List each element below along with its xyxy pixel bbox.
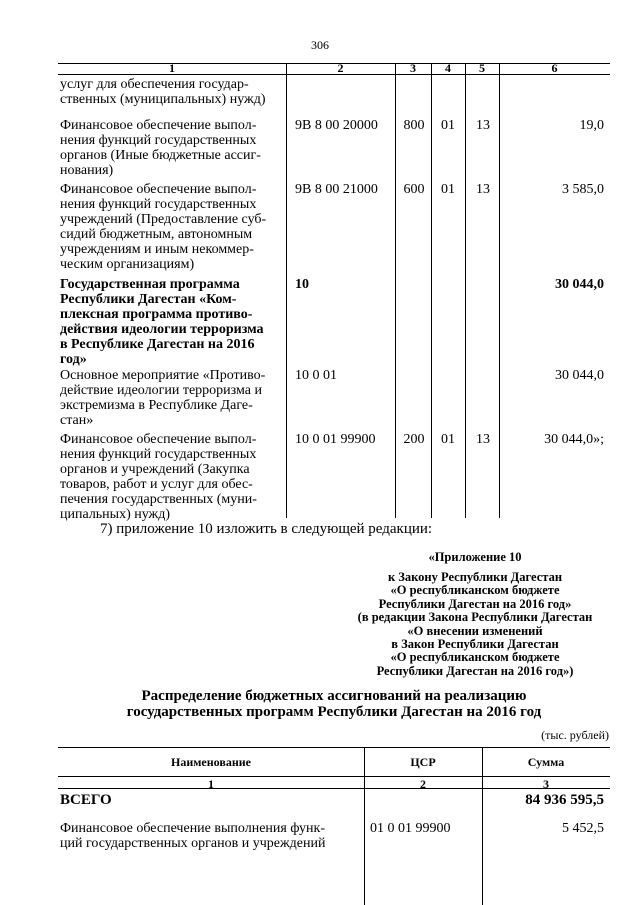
col-header-name: Наименование (171, 755, 251, 769)
name-line: Республики Дагестан «Ком- (60, 292, 237, 307)
name-line: Финансовое обеспечение выпол- (60, 432, 257, 447)
row-name (60, 277, 284, 367)
name-line: год» (60, 352, 87, 367)
name-line: печения государственных (муни- (60, 492, 257, 507)
name-line: действие идеологии терроризма и (60, 383, 262, 398)
title-line: Распределение бюджетных ассигнований на реализацию (141, 688, 527, 704)
col-header-2: 2 (337, 61, 344, 75)
name-line: нения функций государственных (60, 197, 257, 212)
name-line: экстремизма в Республике Даге- (60, 398, 253, 413)
row-name (60, 77, 284, 107)
row-sum: 30 044,0 (555, 368, 604, 383)
name-line: нения функций государственных (60, 133, 257, 148)
col-header-4: 4 (445, 61, 451, 75)
annex-heading-line: «Приложение 10 (428, 550, 522, 564)
annex-line: в Закон Республики Дагестан (391, 637, 559, 652)
total-sum: 84 936 595,5 (525, 792, 604, 808)
name-line: стан» (60, 413, 94, 428)
name-line: сидий бюджетным, автономным (60, 227, 253, 242)
name-line: нения функций государственных (60, 447, 257, 462)
name-line: плексная программа противо- (60, 307, 253, 322)
name-line: Финансовое обеспечение выполнения функ- (60, 821, 326, 836)
col-number-1: 1 (208, 777, 214, 791)
annex-line: Республики Дагестан на 2016 год») (376, 663, 574, 678)
row-sum: 30 044,0 (555, 277, 604, 292)
row-vr: 200 (403, 432, 425, 447)
annex-line: «О внесении изменений (407, 623, 543, 638)
col-header-3: 3 (410, 61, 416, 75)
row-vr: 800 (403, 118, 425, 133)
row-name (60, 182, 284, 272)
col-header-sum: Сумма (527, 755, 565, 769)
table-row-csr: 01 0 01 99900 (370, 821, 451, 836)
instruction-text: 7) приложение 10 изложить в следующей редакции: (100, 521, 433, 537)
name-line: Финансовое обеспечение выпол- (60, 182, 257, 197)
col-header-csr: ЦСР (410, 755, 436, 769)
row-pr: 13 (476, 432, 490, 447)
section-title (58, 688, 610, 720)
col-header-6: 6 (551, 61, 558, 75)
name-line: ципальных) нужд) (60, 507, 171, 522)
name-line: Основное мероприятие «Противо- (60, 368, 266, 383)
row-rz: 01 (441, 432, 455, 447)
col-number-2: 2 (420, 777, 426, 791)
name-line: услуг для обеспечения государ- (60, 77, 249, 92)
name-line: органов и учреждений (Закупка (60, 462, 250, 477)
name-line: органов (Иные бюджетные ассиг- (60, 148, 261, 163)
name-line: действия идеологии терроризма (60, 322, 264, 337)
title-line: государственных программ Республики Дагестан на 2016 год (126, 704, 542, 720)
row-name (60, 432, 284, 522)
program-allocation-table (58, 747, 610, 905)
annex-line: Республики Дагестан на 2016 год» (378, 596, 572, 611)
annex-heading (340, 551, 610, 564)
row-sum: 19,0 (579, 118, 604, 133)
name-line: Финансовое обеспечение выпол- (60, 118, 257, 133)
annex-line: «О республиканском бюджете (390, 650, 560, 665)
row-csr: 10 0 01 (295, 368, 337, 383)
annex-reference (340, 571, 610, 678)
page-number: 306 (311, 38, 329, 52)
row-csr: 10 (295, 277, 309, 292)
col-header-5: 5 (479, 61, 485, 75)
table-row-name (60, 821, 360, 851)
row-csr: 10 0 01 99900 (295, 432, 376, 447)
row-rz: 01 (441, 118, 455, 133)
name-line: Государственная программа (60, 277, 240, 292)
col-header-1: 1 (169, 61, 175, 75)
name-line: ственных (муниципальных) нужд) (60, 92, 266, 107)
name-line: товаров, работ и услуг для обес- (60, 477, 253, 492)
row-name (60, 118, 284, 178)
unit-label: (тыс. рублей) (541, 728, 609, 742)
name-line: ческим организациям) (60, 257, 195, 272)
row-sum: 3 585,0 (562, 182, 604, 197)
budget-table-continued (58, 61, 610, 522)
row-vr: 600 (403, 182, 425, 197)
name-line: ций государственных органов и учреждений (60, 836, 326, 851)
name-line: в Республике Дагестан на 2016 (60, 337, 255, 352)
row-name (60, 368, 284, 428)
name-line: учреждений (Предоставление суб- (60, 212, 267, 227)
row-rz: 01 (441, 182, 455, 197)
annex-line: «О республиканском бюджете (390, 583, 560, 598)
name-line: нования) (60, 163, 114, 178)
col-number-3: 3 (543, 777, 549, 791)
total-label: ВСЕГО (60, 792, 112, 808)
name-line: учреждениям и иным некоммер- (60, 242, 254, 257)
annex-line: (в редакции Закона Республики Дагестан (357, 610, 593, 625)
row-csr: 9В 8 00 21000 (295, 182, 378, 197)
table-row-sum: 5 452,5 (562, 821, 604, 836)
row-csr: 9В 8 00 20000 (295, 118, 378, 133)
row-pr: 13 (476, 118, 490, 133)
annex-line: к Закону Республики Дагестан (387, 570, 563, 584)
row-pr: 13 (476, 182, 490, 197)
row-sum: 30 044,0»; (544, 432, 604, 447)
